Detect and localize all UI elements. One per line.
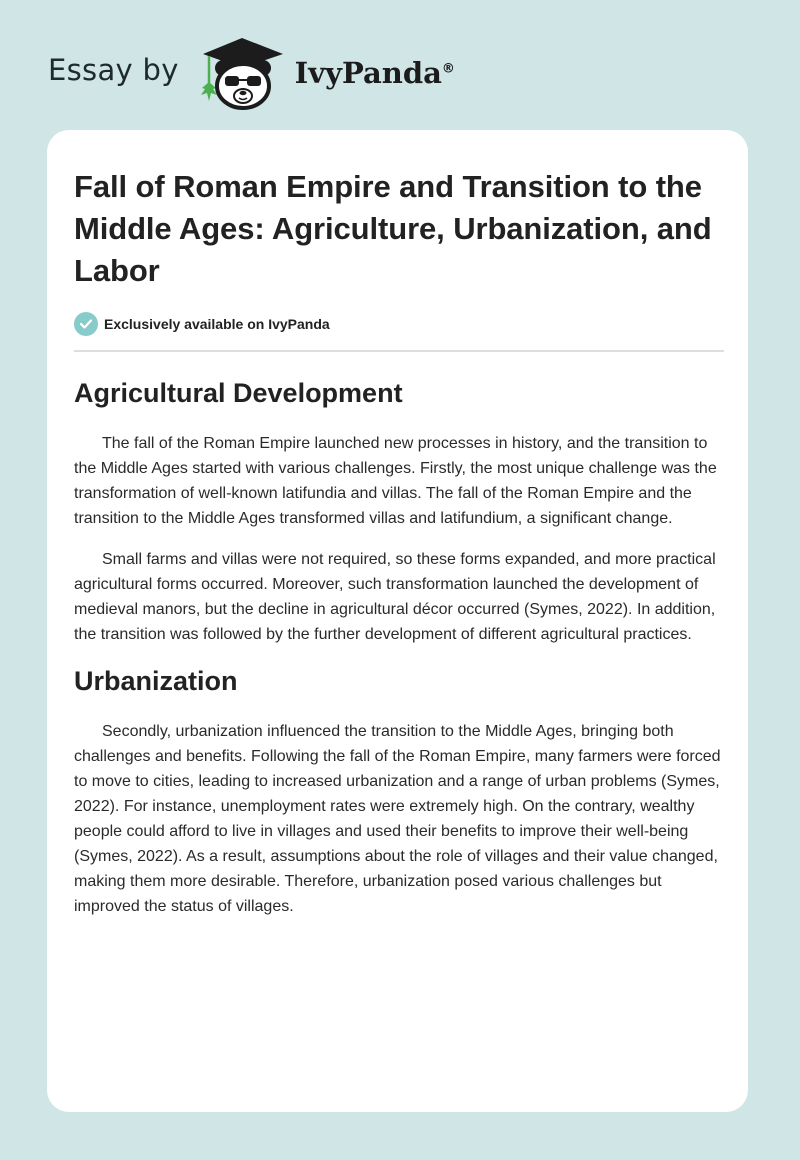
paragraph: The fall of the Roman Empire launched new processes in history, and the transition to the Middle Ages started with various challenges. Firstly, the most unique challenge was the transformation of well-known latifundia and villas. The fall of the Roman Empire and the transition to the Middle Ages transformed villas and latifundium, a significant change. bbox=[74, 435, 717, 527]
exclusive-label: Exclusively available on IvyPanda bbox=[104, 316, 330, 332]
paragraph: Secondly, urbanization influenced the transition to the Middle Ages, bringing both challenges and benefits. Following the fall of the Roman Empire, many farmers were forced to move to cities, leading to increased urbanization and a range of urban problems (Symes, 2022). For instance, unemployment rates were extremely high. On the contrary, wealthy people could afford to live in villages and used their benefits to improve their well-being (Symes, 2022). As a result, assumptions about the role of villages and their value changed, making them more desirable. Therefore, urbanization posed various challenges but improved the status of villages. bbox=[74, 723, 721, 915]
essay-card bbox=[47, 130, 748, 1112]
brand-name bbox=[295, 56, 455, 90]
essay-content bbox=[74, 166, 724, 919]
section-agricultural-development bbox=[74, 376, 724, 647]
brand-prefix: Essay by bbox=[48, 53, 179, 87]
section-urbanization bbox=[74, 664, 724, 919]
divider bbox=[74, 350, 724, 352]
exclusive-badge bbox=[74, 312, 724, 336]
essay-title: Fall of Roman Empire and Transition to the Middle Ages: Agriculture, Urbanization, and Labor bbox=[74, 169, 712, 288]
section-heading: Agricultural Development bbox=[74, 378, 403, 408]
registered-mark: ® bbox=[441, 61, 455, 77]
brand-header bbox=[48, 34, 455, 110]
check-circle-icon bbox=[74, 312, 98, 336]
panda-graduation-cap-icon bbox=[197, 34, 287, 110]
section-heading: Urbanization bbox=[74, 666, 238, 696]
brand-name-text: IvyPanda bbox=[294, 56, 442, 90]
paragraph: Small farms and villas were not required, so these forms expanded, and more practical agricultural forms occurred. Moreover, such transformation launched the development of medieval manors, but the decline in agricultural décor occurred (Symes, 2022). In addition, the transition was followed by the further development of different agricultural practices. bbox=[74, 551, 716, 643]
